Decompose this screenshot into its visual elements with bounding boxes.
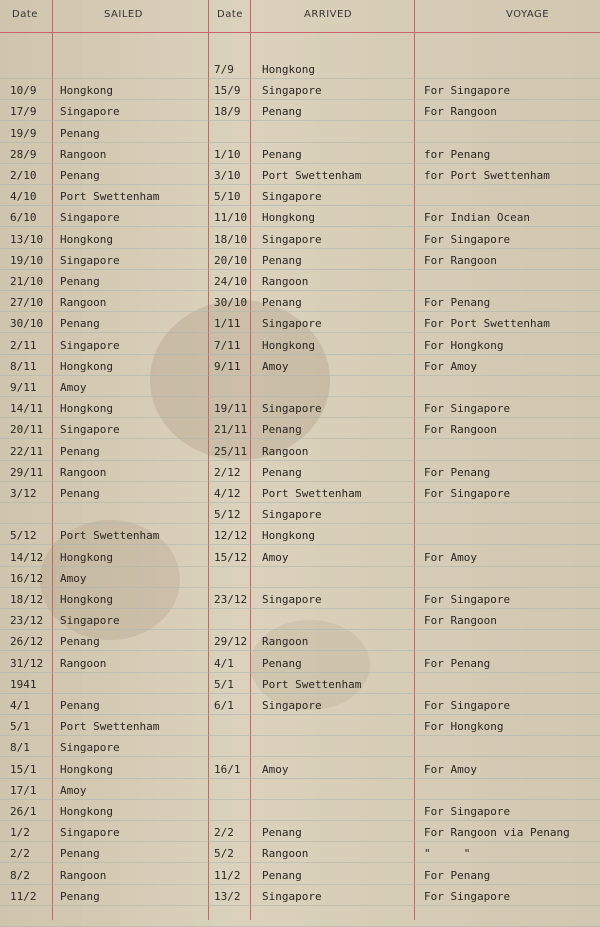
ledger-rule — [0, 163, 600, 164]
sailed-port: Port Swettenham — [60, 190, 160, 204]
sailed-port: Rangoon — [60, 656, 107, 670]
ledger-rule — [0, 332, 600, 333]
sailed-date: 23/12 — [10, 614, 44, 628]
sailed-port: Hongkong — [60, 232, 113, 246]
arrived-port: Amoy — [262, 762, 289, 776]
header-date-sailed: Date — [12, 9, 38, 20]
ledger-rule — [0, 841, 600, 842]
arrived-port: Penang — [262, 656, 302, 670]
arrived-date: 12/12 — [214, 529, 248, 543]
ledger-rule — [0, 99, 600, 100]
voyage-note: For Penang — [424, 656, 491, 670]
ledger-rule — [0, 693, 600, 694]
voyage-note: For Singapore — [424, 699, 511, 712]
voyage-note: For Hongkong — [424, 338, 504, 352]
arrived-date: 18/9 — [214, 105, 241, 119]
ledger-rule — [0, 142, 600, 143]
sailed-date: 10/9 — [10, 84, 37, 98]
sailed-date: 2/10 — [10, 169, 37, 182]
sailed-port: Hongkong — [60, 805, 113, 818]
ledger-rule — [0, 269, 600, 270]
sailed-port: Amoy — [60, 381, 87, 394]
ledger-rule — [0, 566, 600, 567]
sailed-date: 17/9 — [10, 105, 37, 119]
ledger-rule — [0, 884, 600, 885]
ledger-rule — [0, 735, 600, 736]
ledger-rule — [0, 672, 600, 673]
arrived-date: 7/9 — [214, 63, 234, 76]
arrived-port: Amoy — [262, 359, 289, 373]
sailed-port: Port Swettenham — [60, 529, 160, 543]
arrived-date: 6/1 — [214, 699, 234, 712]
arrived-date: 21/11 — [214, 423, 248, 437]
arrived-date: 5/1 — [214, 677, 234, 691]
sailed-date: 1/2 — [10, 826, 30, 840]
ledger-rule — [0, 650, 600, 651]
sailed-date: 4/10 — [10, 190, 37, 204]
arrived-port: Penang — [262, 423, 302, 437]
sailed-port: Singapore — [60, 338, 120, 352]
voyage-note: For Singapore — [424, 232, 511, 246]
ledger-rule — [0, 311, 600, 312]
sailed-date: 20/11 — [10, 423, 44, 437]
arrived-port: Singapore — [262, 402, 322, 416]
ledger-rule — [0, 905, 600, 906]
sailed-date: 30/10 — [10, 317, 44, 331]
arrived-port: Penang — [262, 253, 302, 267]
voyage-note: For Rangoon — [424, 423, 497, 437]
sailed-date: 4/1 — [10, 699, 30, 712]
header-rule — [0, 32, 600, 33]
arrived-date: 2/2 — [214, 826, 234, 840]
arrived-port: Hongkong — [262, 338, 315, 352]
ledger-rule — [0, 290, 600, 291]
arrived-port: Port Swettenham — [262, 169, 362, 182]
arrived-port: Rangoon — [262, 275, 309, 288]
ledger-rule — [0, 375, 600, 376]
ledger-rule — [0, 544, 600, 545]
arrived-port: Singapore — [262, 232, 322, 246]
ledger-rule — [0, 460, 600, 461]
voyage-note: For Port Swettenham — [424, 317, 550, 331]
arrived-date: 7/11 — [214, 338, 241, 352]
sailed-port: Penang — [60, 635, 100, 649]
sailed-port: Rangoon — [60, 465, 107, 479]
sailed-date: 14/12 — [10, 550, 44, 564]
ledger-rule — [0, 226, 600, 227]
arrived-port: Port Swettenham — [262, 677, 362, 691]
arrived-port: Singapore — [262, 508, 322, 522]
arrived-date: 24/10 — [214, 275, 248, 288]
sailed-date: 2/11 — [10, 338, 37, 352]
ledger-rule — [0, 78, 600, 79]
arrived-date: 4/1 — [214, 656, 234, 670]
header-voyage: VOYAGE — [506, 9, 550, 20]
arrived-date: 5/10 — [214, 190, 241, 204]
ledger-rule — [0, 248, 600, 249]
sailed-port: Hongkong — [60, 84, 113, 98]
voyage-note: For Singapore — [424, 805, 511, 818]
sailed-date: 5/1 — [10, 720, 30, 734]
ledger-rule — [0, 756, 600, 757]
arrived-date: 2/12 — [214, 465, 241, 479]
arrived-date: 4/12 — [214, 487, 241, 500]
sailed-port: Penang — [60, 444, 100, 458]
ledger-rule — [0, 778, 600, 779]
sailed-port: Rangoon — [60, 868, 107, 882]
header-arrived: ARRIVED — [304, 9, 353, 20]
arrived-date: 13/2 — [214, 889, 241, 903]
sailed-port: Hongkong — [60, 359, 113, 373]
arrived-date: 11/10 — [214, 211, 248, 225]
sailed-port: Singapore — [60, 614, 120, 628]
sailed-date: 19/10 — [10, 253, 44, 267]
sailed-date: 27/10 — [10, 296, 44, 310]
sailed-date: 26/12 — [10, 635, 44, 649]
sailed-date: 31/12 — [10, 656, 44, 670]
arrived-port: Port Swettenham — [262, 487, 362, 500]
voyage-note: For Singapore — [424, 889, 511, 903]
voyage-note: For Penang — [424, 868, 491, 882]
ledger-rule — [0, 502, 600, 503]
ledger-rule — [0, 629, 600, 630]
sailed-date: 18/12 — [10, 593, 44, 606]
voyage-note: For Amoy — [424, 550, 477, 564]
voyage-note: For Hongkong — [424, 720, 504, 734]
ledger-rule — [0, 587, 600, 588]
arrived-date: 15/12 — [214, 550, 248, 564]
arrived-port: Singapore — [262, 593, 322, 606]
ledger-rule — [0, 714, 600, 715]
arrived-date: 30/10 — [214, 296, 248, 310]
arrived-date: 23/12 — [214, 593, 248, 606]
arrived-date: 19/11 — [214, 402, 248, 416]
voyage-note: For Singapore — [424, 593, 511, 606]
sailed-port: Penang — [60, 317, 100, 331]
voyage-note: For Singapore — [424, 402, 511, 416]
sailed-port: Singapore — [60, 211, 120, 225]
arrived-date: 1/10 — [214, 147, 241, 161]
header-sailed: SAILED — [104, 9, 143, 20]
sailed-port: Amoy — [60, 783, 87, 797]
sailed-port: Penang — [60, 169, 100, 182]
sailed-date: 11/2 — [10, 889, 37, 903]
arrived-date: 5/2 — [214, 847, 234, 861]
arrived-port: Hongkong — [262, 529, 315, 543]
arrived-port: Singapore — [262, 317, 322, 331]
voyage-note: For Penang — [424, 465, 491, 479]
arrived-date: 16/1 — [214, 762, 241, 776]
sailed-date: 9/11 — [10, 381, 37, 394]
ledger-rule — [0, 523, 600, 524]
ledger-rule — [0, 799, 600, 800]
sailed-port: Penang — [60, 699, 100, 712]
sailed-date: 2/2 — [10, 847, 30, 861]
sailed-port: Singapore — [60, 741, 120, 755]
arrived-date: 20/10 — [214, 253, 248, 267]
sailed-port: Penang — [60, 889, 100, 903]
sailed-date: 29/11 — [10, 465, 44, 479]
voyage-note: For Singapore — [424, 84, 511, 98]
sailed-date: 8/11 — [10, 359, 37, 373]
arrived-port: Rangoon — [262, 635, 309, 649]
voyage-note: For Singapore — [424, 487, 511, 500]
arrived-port: Singapore — [262, 699, 322, 712]
sailed-date: 3/12 — [10, 487, 37, 500]
arrived-date: 15/9 — [214, 84, 241, 98]
sailed-port: Singapore — [60, 826, 120, 840]
voyage-note: For Indian Ocean — [424, 211, 530, 225]
sailed-date: 14/11 — [10, 402, 44, 416]
ledger-rule — [0, 396, 600, 397]
voyage-note: for Port Swettenham — [424, 169, 550, 182]
arrived-port: Penang — [262, 105, 302, 119]
sailed-port: Singapore — [60, 105, 120, 119]
arrived-date: 25/11 — [214, 444, 248, 458]
voyage-note: For Rangoon via Penang — [424, 826, 570, 840]
sailed-port: Penang — [60, 847, 100, 861]
sailed-port: Rangoon — [60, 296, 107, 310]
arrived-port: Amoy — [262, 550, 289, 564]
voyage-note: " " — [424, 847, 471, 861]
sailed-date: 17/1 — [10, 783, 37, 797]
ledger-rule — [0, 481, 600, 482]
sailed-port: Rangoon — [60, 147, 107, 161]
arrived-port: Penang — [262, 147, 302, 161]
sailed-date: 1941 — [10, 677, 37, 691]
sailed-date: 22/11 — [10, 444, 44, 458]
ledger-rule — [0, 354, 600, 355]
arrived-port: Penang — [262, 826, 302, 840]
voyage-note: For Amoy — [424, 762, 477, 776]
arrived-port: Singapore — [262, 84, 322, 98]
ledger-rule — [0, 205, 600, 206]
voyage-note: For Amoy — [424, 359, 477, 373]
arrived-port: Singapore — [262, 190, 322, 204]
arrived-date: 5/12 — [214, 508, 241, 522]
ledger-rule — [0, 608, 600, 609]
ledger-rule — [0, 417, 600, 418]
arrived-port: Hongkong — [262, 63, 315, 76]
sailed-date: 8/2 — [10, 868, 30, 882]
sailed-port: Singapore — [60, 423, 120, 437]
ledger-rule — [0, 820, 600, 821]
sailed-date: 26/1 — [10, 805, 37, 818]
sailed-port: Amoy — [60, 571, 87, 585]
arrived-date: 3/10 — [214, 169, 241, 182]
arrived-port: Rangoon — [262, 444, 309, 458]
sailed-date: 15/1 — [10, 762, 37, 776]
arrived-port: Rangoon — [262, 847, 309, 861]
arrived-port: Hongkong — [262, 211, 315, 225]
sailed-date: 6/10 — [10, 211, 37, 225]
sailed-port: Penang — [60, 126, 100, 140]
sailed-date: 5/12 — [10, 529, 37, 543]
sailed-port: Singapore — [60, 253, 120, 267]
sailed-date: 16/12 — [10, 571, 44, 585]
sailed-date: 21/10 — [10, 275, 44, 288]
sailed-date: 8/1 — [10, 741, 30, 755]
sailed-port: Penang — [60, 487, 100, 500]
voyage-note: For Rangoon — [424, 105, 497, 119]
sailed-port: Port Swettenham — [60, 720, 160, 734]
arrived-date: 9/11 — [214, 359, 241, 373]
sailed-port: Hongkong — [60, 402, 113, 416]
arrived-port: Singapore — [262, 889, 322, 903]
sailed-port: Hongkong — [60, 593, 113, 606]
voyage-note: For Rangoon — [424, 614, 497, 628]
ledger-rule — [0, 862, 600, 863]
sailed-date: 19/9 — [10, 126, 37, 140]
arrived-date: 1/11 — [214, 317, 241, 331]
arrived-date: 11/2 — [214, 868, 241, 882]
arrived-date: 18/10 — [214, 232, 248, 246]
voyage-note: For Rangoon — [424, 253, 497, 267]
sailed-date: 13/10 — [10, 232, 44, 246]
sailed-port: Hongkong — [60, 762, 113, 776]
arrived-port: Penang — [262, 296, 302, 310]
sailed-port: Penang — [60, 275, 100, 288]
sailed-date: 28/9 — [10, 147, 37, 161]
arrived-port: Penang — [262, 868, 302, 882]
ledger-rule — [0, 120, 600, 121]
sailed-port: Hongkong — [60, 550, 113, 564]
arrived-port: Penang — [262, 465, 302, 479]
voyage-note: For Penang — [424, 296, 491, 310]
ledger-header — [0, 0, 600, 33]
header-date-arrived: Date — [217, 9, 243, 20]
ledger-rule — [0, 438, 600, 439]
arrived-date: 29/12 — [214, 635, 248, 649]
voyage-note: for Penang — [424, 147, 491, 161]
ledger-rule — [0, 184, 600, 185]
